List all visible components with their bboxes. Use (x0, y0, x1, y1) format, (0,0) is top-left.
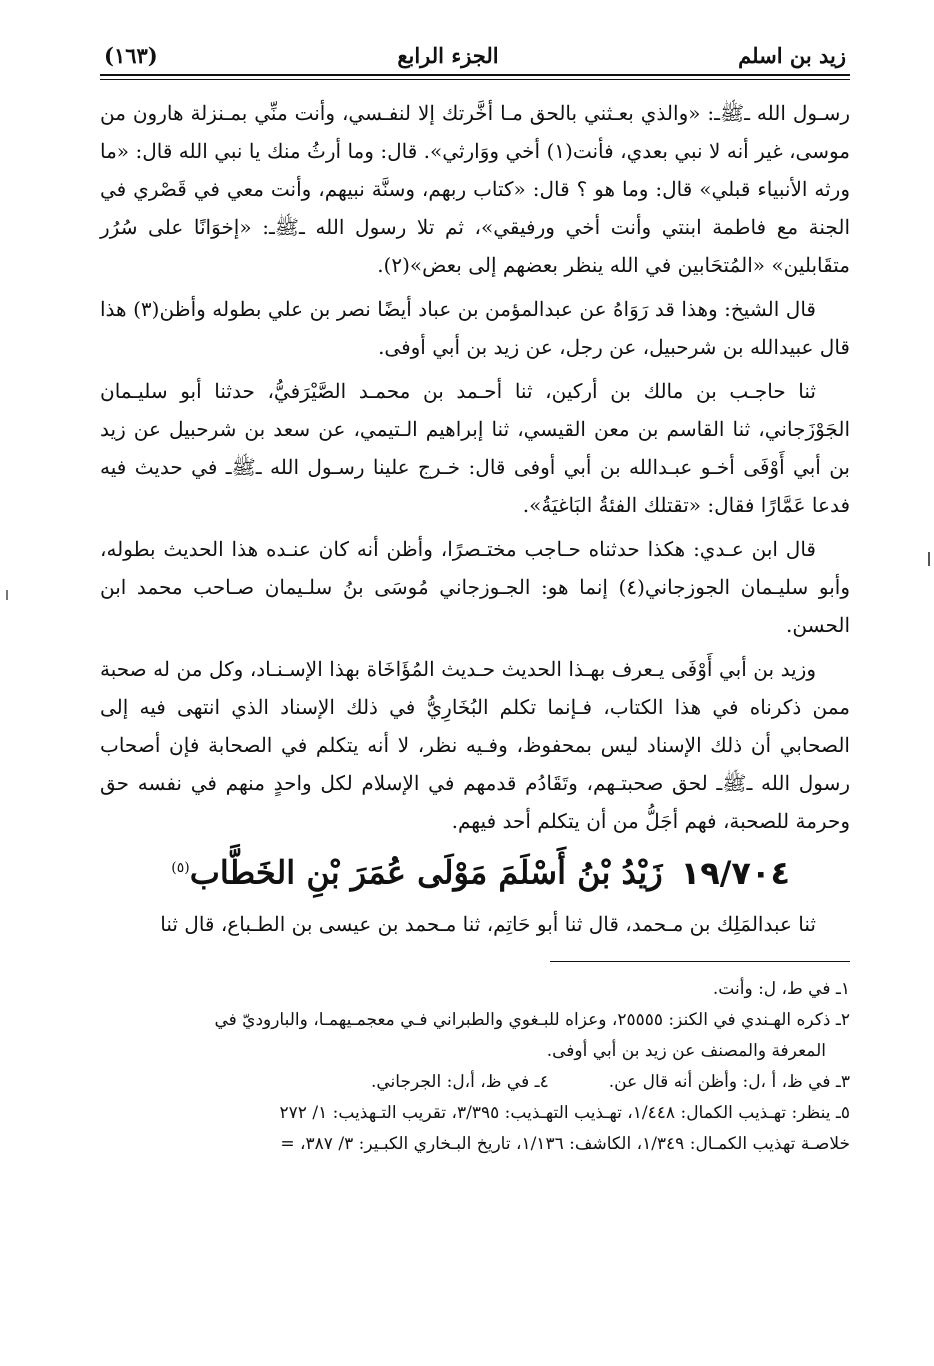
section-footnote-ref: (٥) (171, 860, 190, 876)
section-number: ١٩/٧٠٤ (680, 853, 790, 892)
footnote-2-line-1: ٢ـ ذكره الهـندي في الكنز: ٢٥٥٥٥، وعزاه للبـغوي والطبراني فـي معجمـيهمـا، والباروديّ في (214, 1009, 850, 1030)
paragraph-hadith: رسـول الله ـﷺـ: «والذي بعـثني بالحق مـا أخَّرتك إلا لنفـسي، وأنت منِّي بمـنزلة هارون من موسى، غير أنه لا نبي بعدي، فأنت(١) أخي ووَارثي». قال: وما أرثُ منك يا نبي الله قال: «ما ورثه الأنبياء قبلي» قال: وما هو ؟ قال: «كتاب ربهم، وسنَّة نبيهم، وأنت معي في قَصْري في الجنة مع فاطمة ابنتي وأنت أخي ورفيقي»، ثم تلا رسول الله ـﷺـ: «إخوَانًا على سُرُر متقَابلين» «المُتحَابين في الله ينظر بعضهم إلى بعض»(٢). (100, 101, 850, 277)
header-chapter-name: زيد بن اسلم (738, 43, 846, 68)
closing-text (100, 905, 850, 943)
paragraph-isnad: ثنا حاجـب بن مالك بن أركين، ثنا أحـمد بن محمـد الصَّيْرَفيُّ، حدثنا أبو سليـمان الجَوْزَجاني، ثنا القاسم بن معن القيسي، ثنا إبراهيم الـتيمي، عن سعد بن شرحبيل عن زيد بن أبي أَوْفَى أخـو عبـدالله بن أبي أوفى قال: خـرج علينا رسـول الله ـﷺـ في حديث فيه فدعا عَمَّارًا فقال: «تقتلك الفئةُ البَاغيَةُ». (100, 379, 850, 517)
section-title (100, 846, 790, 895)
footnote-2 (100, 1005, 850, 1067)
scan-edge-mark (928, 552, 930, 566)
footnotes (100, 974, 850, 1160)
footnote-2-line-2: المعرفة والمصنف عن زيد بن أبي أوفى. (546, 1040, 826, 1061)
header-rule (100, 74, 850, 80)
header-page-number: (١٦٣) (104, 43, 158, 68)
footnote-5-line-1: ٥ـ ينظر: تهـذيب الكمال: ١/٤٤٨، تهـذيب التهـذيب: ٣/٣٩٥، تقريب التـهذيب: ١/ ٢٧٢ (279, 1102, 850, 1123)
main-text (100, 94, 850, 840)
footnote-5 (100, 1098, 850, 1160)
footnote-1: ١ـ في ط، ل: وأنت. (712, 978, 850, 999)
footnote-row-3-4 (100, 1067, 850, 1098)
paragraph-zayd: وزيد بن أبي أَوْفَى يـعرف بهـذا الحديث حـديث المُؤَاخَاة بهذا الإسـنـاد، وكل من له صحبة ممن ذكرناه في هذا الكتاب، فـإنما تكلم البُخَارِيُّ في ذلك الإسناد الذي انتهى فيه إلى الصحابي أن ذلك الإسناد ليس بمحفوظ، وفـيه نظر، لا أنه يتكلم في الصحابة فإن أصحاب رسول الله ـﷺـ لحق صحبتـهم، وتَقَادُم قدمهم في الإسلام لكل واحدٍ منهم في نفسه حق وحرمة للصحبة، فهم أجَلُّ من أن يتكلم أحد فيهم. (100, 657, 850, 833)
paragraph-ibn-adi: قال ابن عـدي: هكذا حدثناه حـاجب مختـصرًا، وأظن أنه كان عنـده هذا الحديث بطوله، وأبو سليـمان الجوزجاني(٤) إنما هو: الجـوزجاني مُوسَى بنُ سلـيمان صـاحب محمد ابن الحسن. (100, 537, 850, 637)
footnote-4: ٤ـ في ظ، أ،ل: الجرجاني. (370, 1071, 549, 1092)
scan-edge-mark-left (6, 590, 8, 600)
section-name: زَيْدُ بْنُ أَسْلَمَ مَوْلَى عُمَرَ بْنِ الخَطَّاب (189, 853, 663, 892)
paragraph-closing: ثنا عبدالمَلِك بن مـحمد، قال ثنا أبو حَاتِم، ثنا مـحمد بن عيسى بن الطـباع، قال ثنا (160, 911, 816, 936)
footnote-5-line-2: خلاصـة تهذيب الكمـال: ١/٣٤٩، الكاشف: ١/١٣٦، تاريخ البـخاري الكبـير: ٣/ ٣٨٧، = (280, 1133, 850, 1154)
footnote-3: ٣ـ في ظ، أ ،ل: وأظن أنه قال عن. (608, 1071, 850, 1092)
footnote-separator (550, 961, 850, 962)
header-volume: الجزء الرابع (397, 43, 499, 68)
paragraph-sheikh: قال الشيخ: وهذا قد رَوَاهُ عن عبدالمؤمن بن عباد أيضًا نصر بن علي بطوله وأظن(٣) هذا قال عبيدالله بن شرحبيل، عن رجل، عن زيد بن أبي أوفى. (100, 297, 850, 359)
page-header (100, 28, 850, 74)
